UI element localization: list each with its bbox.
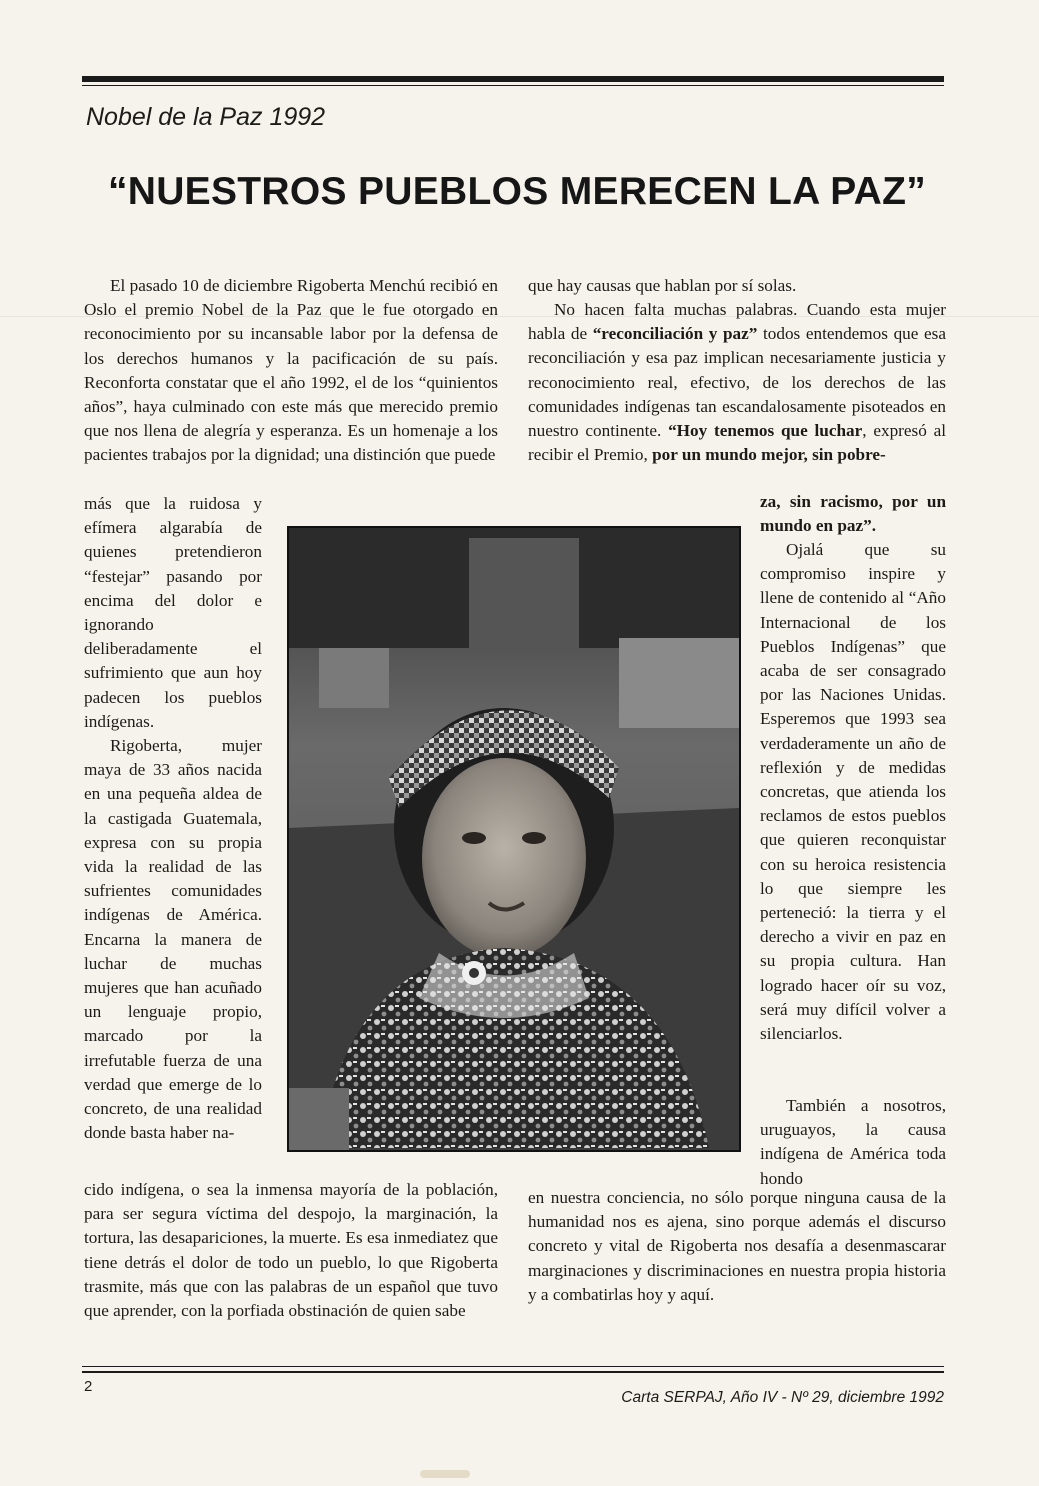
col1-narrow-paragraph-a: más que la ruidosa y efímera algarabía de quienes pretendieron “festejar” pasando por encima del dolor e ignorando deliberadamente el sufrimiento que aun hoy padecen los pueblos indígenas. — [84, 494, 262, 731]
col2-narrow-quote: za, sin racismo, por un mundo en paz”. — [760, 492, 946, 536]
col2-paragraph-2 — [528, 298, 946, 467]
paper-smudge — [420, 1470, 470, 1478]
page-number: 2 — [84, 1378, 93, 1395]
col1-narrow-paragraph-b: Rigoberta, mujer maya de 33 años nacida en una pequeña aldea de la castigada Guatemala, expresa con su propia vida la realidad de las sufrientes comunidades indígenas de América. Encarna la manera de luchar de muchas mujeres que han acuñado un lenguaje propio, marcado por la irrefutable fuerza de una verdad que emerge de lo concreto, de una realidad donde basta haber na- — [84, 736, 262, 1143]
col2-narrow-paragraph-a: Ojalá que su compromiso inspire y llene de contenido al “Año Internacional de los Pueblos Indígenas” que acaba de ser consagrado por las Naciones Unidas. Esperemos que 1993 sea verdaderamente un año de reflexión y de medidas concretas, que atienda los reclamos de estos pueblos que quieren reconquistar con su heroica resistencia lo que siempre les perteneció: la tierra y el derecho a vivir en paz en su propia cultura. Han logrado hacer oír su voz, será muy difícil volver a silenciarlos. — [760, 540, 946, 1044]
headline: “NUESTROS PUEBLOS MERECEN LA PAZ” — [107, 170, 927, 213]
col2-first-line: que hay causas que hablan por sí solas. — [528, 276, 797, 295]
bottom-rule-thin — [82, 1366, 944, 1367]
top-rule-thin — [82, 85, 944, 86]
portrait-photo — [287, 526, 741, 1152]
col2-p2-text-e: , expresó al recibir el Premio, — [528, 421, 946, 465]
col2-p2-quote-mundo: por un mundo mejor, sin pobre- — [652, 445, 886, 465]
top-rule — [82, 76, 944, 82]
col1-intro-paragraph: El pasado 10 de diciembre Rigoberta Menchú recibió en Oslo el premio Nobel de la Paz que le fue otorgado en reconocimiento por su incansable labor por la defensa de los derechos humanos y la pacificación de su país. Reconforta constatar que el año 1992, el de los “quinientos años”, haya culminado con este más que merecido premio que nos llena de alegría y esperanza. Es un homenaje a los pacientes trabajos por la dignidad; una distinción que puede — [84, 276, 498, 465]
col1-end-paragraph: cido indígena, o sea la inmensa mayoría de la población, para ser segura víctima del despojo, la marginación, la tortura, las desapariciones, la muerte. Es esa inmediatez que tiene detrás el dolor de todo un pueblo, lo que Rigoberta trasmite, más que con las palabras de un español que tuvo que aprender, con la porfiada obstinación de quien sabe — [84, 1180, 498, 1321]
bottom-rule — [82, 1371, 944, 1373]
col2-end-paragraph: en nuestra conciencia, no sólo porque ninguna causa de la humanidad nos es ajena, sino porque además el discurso concreto y vital de Rigoberta nos desafía a desenmascarar marginaciones y discriminaciones en nuestra propia historia y a combatirlas hoy y aquí. — [528, 1188, 946, 1304]
col2-p2-quote-hoy: “Hoy tenemos que luchar — [668, 421, 863, 441]
section-title: Nobel de la Paz 1992 — [86, 103, 326, 131]
footer-credit: Carta SERPAJ, Año IV - Nº 29, diciembre 1992 — [621, 1389, 944, 1406]
col2-p2-text-c: todos entendemos que esa reconciliación y esa paz implican necesariamente justicia y reconocimiento real, efectivo, de los derechos de las comunidades indígenas tan escandalosamente pisoteados en nuestro continente. — [528, 324, 946, 441]
col2-p2-quote-reconciliacion: “reconciliación y paz” — [592, 324, 758, 344]
col2-p2-text-a: No hacen falta muchas palabras. Cuando esta mujer habla de — [528, 300, 946, 344]
col2-narrow-paragraph-b: También a nosotros, uruguayos, la causa indígena de América toda hondo — [760, 1096, 946, 1188]
